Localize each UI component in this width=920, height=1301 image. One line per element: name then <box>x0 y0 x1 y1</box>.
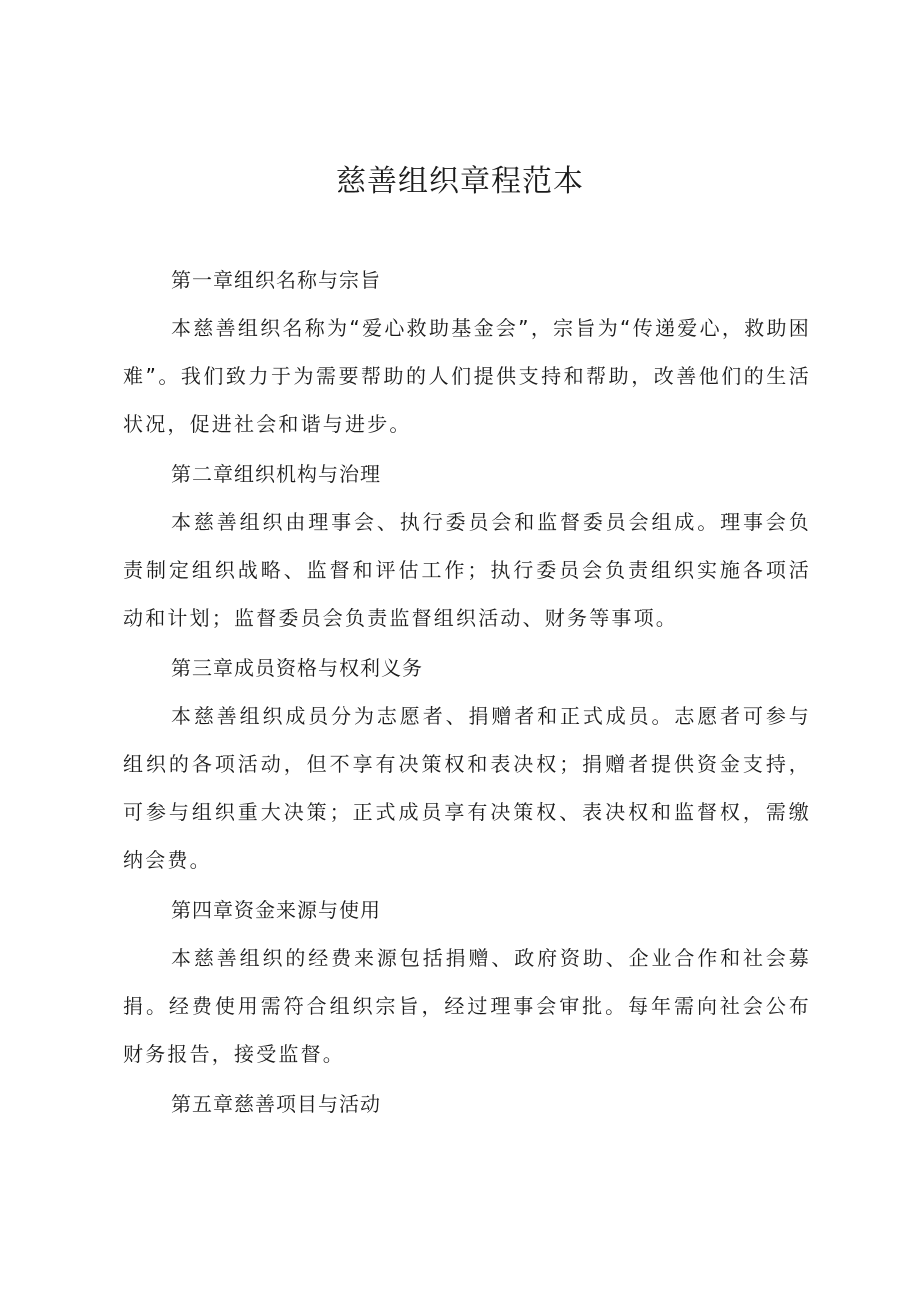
chapter-paragraph: 本慈善组织的经费来源包括捐赠、政府资助、企业合作和社会募捐。经费使用需符合组织宗旨，经过理事会审批。每年需向社会公布财务报告，接受监督。 <box>123 946 811 1066</box>
chapter-heading: 第一章组织名称与宗旨 <box>171 268 381 292</box>
chapter-heading: 第四章资金来源与使用 <box>171 898 381 922</box>
document-body <box>123 256 811 1128</box>
chapter-4 <box>123 886 811 1078</box>
chapter-2 <box>123 450 811 642</box>
chapter-5 <box>123 1080 811 1128</box>
chapter-heading: 第五章慈善项目与活动 <box>171 1092 381 1116</box>
document-title: 慈善组织章程范本 <box>336 164 584 199</box>
chapter-paragraph: 本慈善组织成员分为志愿者、捐赠者和正式成员。志愿者可参与组织的各项活动，但不享有决策权和表决权；捐赠者提供资金支持，可参与组织重大决策；正式成员享有决策权、表决权和监督权，需缴纳会费。 <box>123 704 811 872</box>
chapter-paragraph: 本慈善组织名称为“爱心救助基金会”，宗旨为“传递爱心，救助困难”。我们致力于为需要帮助的人们提供支持和帮助，改善他们的生活状况，促进社会和谐与进步。 <box>123 316 811 436</box>
chapter-heading: 第二章组织机构与治理 <box>171 462 381 486</box>
chapter-heading: 第三章成员资格与权利义务 <box>171 656 423 680</box>
chapter-3 <box>123 644 811 884</box>
chapter-1 <box>123 256 811 448</box>
chapter-paragraph: 本慈善组织由理事会、执行委员会和监督委员会组成。理事会负责制定组织战略、监督和评估工作；执行委员会负责组织实施各项活动和计划；监督委员会负责监督组织活动、财务等事项。 <box>123 510 811 630</box>
